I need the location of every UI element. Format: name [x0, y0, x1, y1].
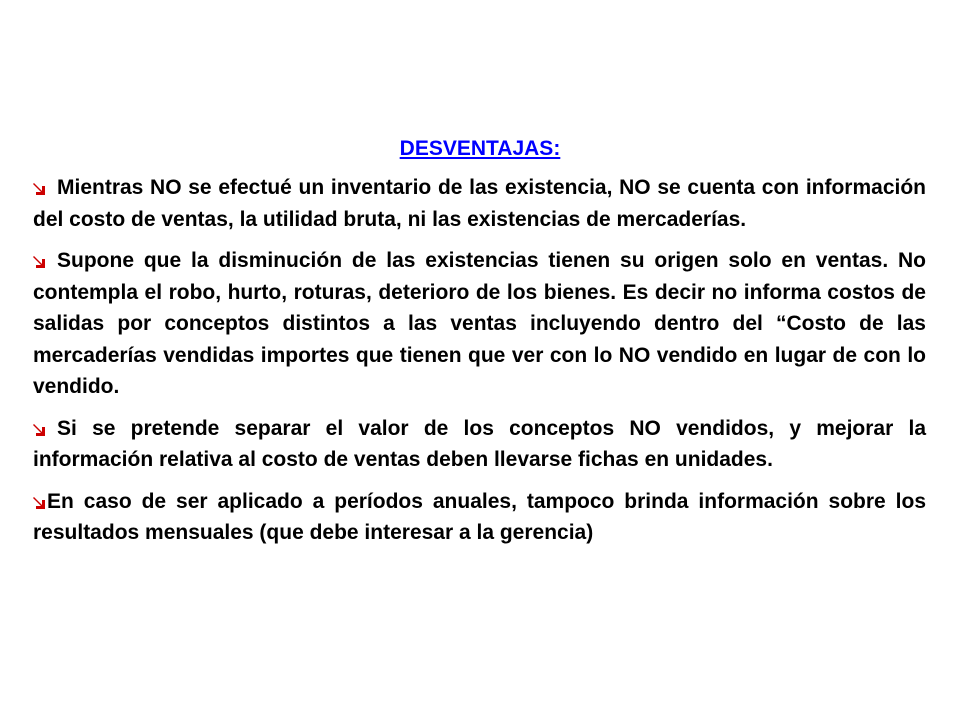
arrow-down-right-icon: [33, 419, 57, 435]
slide-title: DESVENTAJAS:: [399, 137, 561, 160]
bullet-item: [33, 245, 926, 403]
bullet-text: Supone que la disminución de las existencias tienen su origen solo en ventas. No contempla el robo, hurto, roturas, deterioro de los bienes. Es decir no informa costos de salidas por conceptos distintos a las ventas incluyendo dentro del “Costo de las mercaderías vendidas importes que tienen que ver con lo NO vendido en lugar de con lo vendido.: [33, 249, 926, 398]
arrow-down-right-icon: [33, 178, 57, 194]
arrow-down-right-icon: [33, 492, 47, 508]
bullet-item: [33, 172, 926, 235]
arrow-down-right-icon: [33, 251, 57, 267]
bullet-text: Si se pretende separar el valor de los conceptos NO vendidos, y mejorar la información relativa al costo de ventas deben llevarse fichas en unidades.: [33, 416, 926, 471]
bullet-list: [33, 172, 926, 559]
bullet-item: [33, 413, 926, 476]
bullet-text: En caso de ser aplicado a períodos anuales, tampoco brinda información sobre los resultados mensuales (que debe interesar a la gerencia): [33, 489, 926, 544]
bullet-item: [33, 486, 926, 549]
bullet-text: Mientras NO se efectué un inventario de las existencia, NO se cuenta con información del costo de ventas, la utilidad bruta, ni las existencias de mercaderías.: [33, 176, 926, 231]
